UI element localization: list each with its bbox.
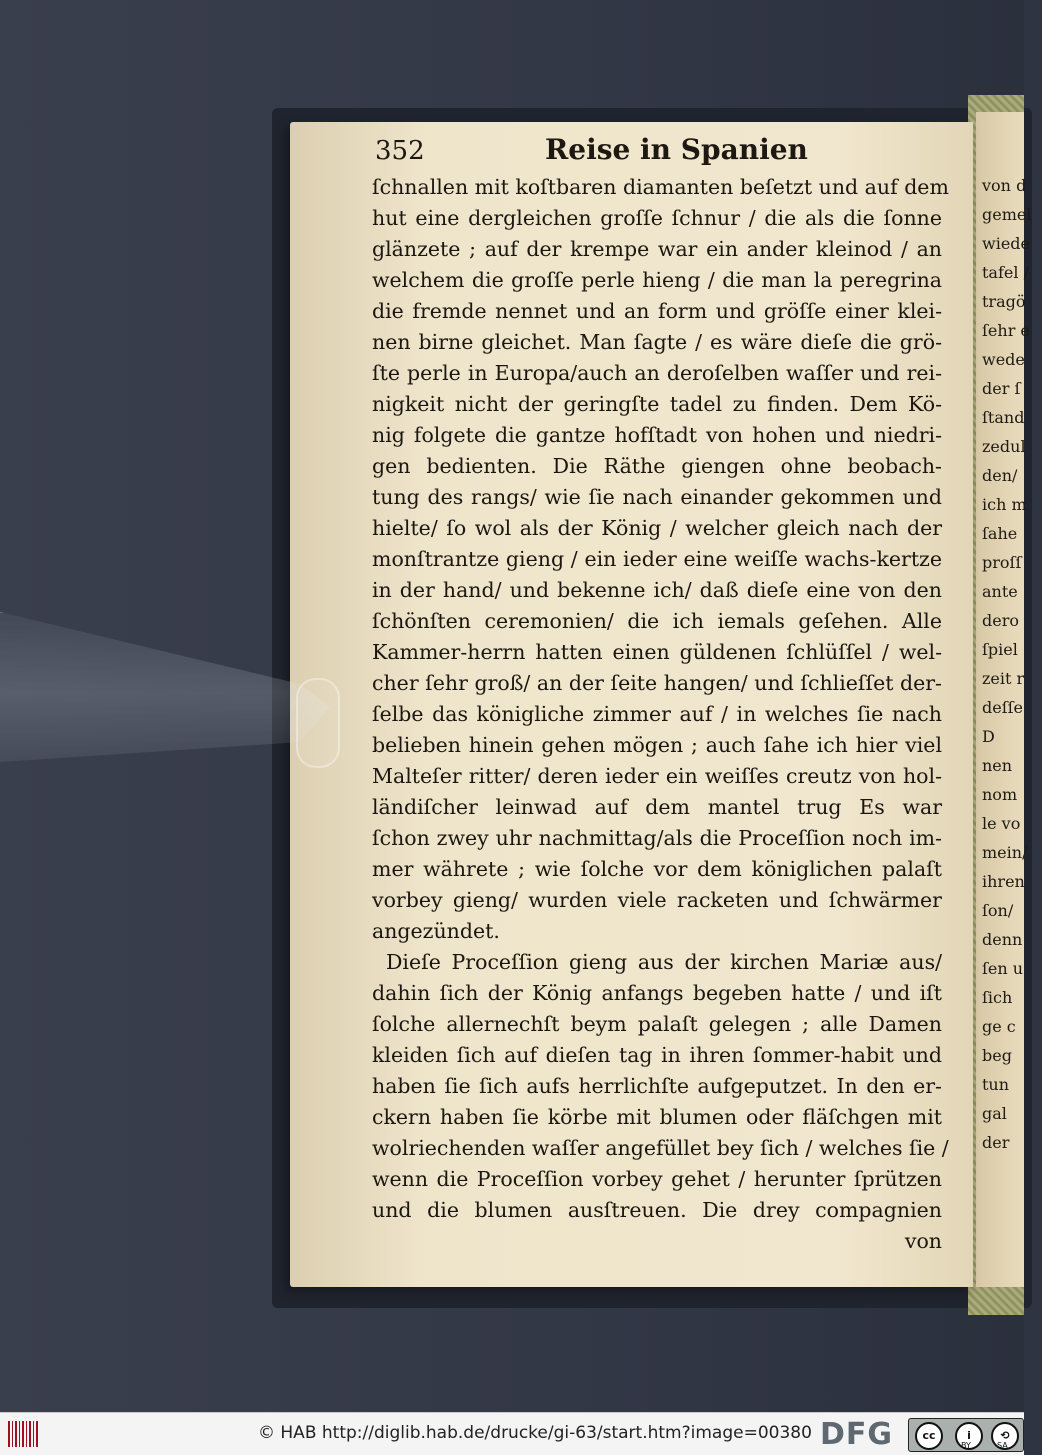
facing-text-fragment: nom: [982, 785, 1018, 804]
facing-text-fragment: proſſ: [982, 553, 1022, 572]
facing-text-fragment: ich m: [982, 495, 1027, 514]
hab-logo-icon: [8, 1421, 38, 1447]
facing-text-fragment: der: [982, 1133, 1010, 1152]
text-line: hielte/ ſo wol als der König / welcher gleich nach der: [372, 516, 942, 540]
by-label: BY: [961, 1441, 971, 1450]
text-line: mer währete ; wie ſolche vor dem königlichen palaſt: [372, 857, 942, 881]
facing-text-fragment: ſehr e: [982, 321, 1030, 340]
text-line: monſtrantze gieng / ein ieder eine weiſſe wachs-kertze: [372, 547, 942, 571]
text-line: tung des rangs/ wie ſie nach einander gekommen und: [372, 485, 942, 509]
facing-text-fragment: beg: [982, 1046, 1012, 1065]
text-line: ſchon zwey uhr nachmittag/als die Proceſſion noch im-: [372, 826, 942, 850]
text-line: Malteſer ritter/ deren ieder ein weiſſes creutz von hol-: [372, 764, 942, 788]
facing-text-fragment: ihren: [982, 872, 1025, 891]
facing-text-fragment: tafel /: [982, 263, 1029, 282]
text-line: nen birne gleichet. Man ſagte / es wäre dieſe die grö-: [372, 330, 942, 354]
facing-text-fragment: von d: [982, 176, 1027, 195]
text-line: wenn die Proceſſion vorbey gehet / herunter ſprützen: [372, 1167, 942, 1191]
sa-label: SA: [997, 1441, 1008, 1450]
text-line: cher ſehr groß/ an der ſeite hangen/ und ſchlieſſet der-: [372, 671, 942, 695]
facing-text-fragment: tragö: [982, 292, 1026, 311]
facing-text-fragment: ſich: [982, 988, 1013, 1007]
text-line: nigkeit nicht der geringſte tadel zu finden. Dem Kö-: [372, 392, 942, 416]
facing-text-fragment: ſpiel: [982, 640, 1018, 659]
facing-text-fragment: tun: [982, 1075, 1010, 1094]
text-line: und die blumen ausſtreuen. Die drey compagnien: [372, 1198, 942, 1222]
text-line: nig folgete die gantze hofſtadt von hohen und niedri-: [372, 423, 942, 447]
facing-text-fragment: dero: [982, 611, 1019, 630]
facing-text-fragment: denn: [982, 930, 1023, 949]
facing-text-fragment: deſſe: [982, 698, 1024, 717]
running-head: Reise in Spanien: [545, 133, 808, 166]
facing-text-fragment: wiede: [982, 234, 1030, 253]
copyright-link[interactable]: © HAB http://diglib.hab.de/drucke/gi-63/start.htm?image=00380: [258, 1423, 812, 1443]
text-line: die fremde nennet und an form und gröſſe einer klei-: [372, 299, 942, 323]
facing-text-fragment: der ſ: [982, 379, 1021, 398]
dfg-logo: DFG: [820, 1417, 894, 1452]
text-line: haben ſie ſich aufs herrlichſte aufgeputzet. In den er-: [372, 1074, 942, 1098]
facing-text-fragment: ſen u: [982, 959, 1024, 978]
text-line: ſelbe das königliche zimmer auf / in welches ſie nach: [372, 702, 942, 726]
text-line: ſolche allernechſt beym palaſt gelegen ; alle Damen: [372, 1012, 942, 1036]
cc-icon: cc: [915, 1422, 943, 1450]
text-line: Kammer-herrn hatten einen güldenen ſchlüſſel / wel-: [372, 640, 942, 664]
text-line: belieben hinein gehen mögen ; auch ſahe ich hier viel: [372, 733, 942, 757]
viewer-footer: [0, 1412, 1024, 1455]
facing-text-fragment: ſtand: [982, 408, 1025, 427]
text-line: gen bedienten. Die Räthe giengen ohne beobach-: [372, 454, 942, 478]
text-line: kleiden ſich auf dieſen tag in ihren ſommer-habit und: [372, 1043, 942, 1067]
text-line: welchem die groſſe perle hieng / die man la peregrina: [372, 268, 942, 292]
text-line: dahin ſich der König anfangs begeben hatte / und iſt: [372, 981, 942, 1005]
facing-text-fragment: mein/: [982, 843, 1028, 862]
text-line: ſchönſten ceremonien/ die ich iemals geſehen. Alle: [372, 609, 942, 633]
text-line: Dieſe Proceſſion gieng aus der kirchen Mariæ aus/: [386, 950, 942, 974]
body-text: [372, 172, 949, 1257]
facing-text-fragment: zeit r: [982, 669, 1025, 688]
text-line: in der hand/ und bekenne ich/ daß dieſe eine von den: [372, 578, 942, 602]
cc-license-badge[interactable]: [908, 1418, 1024, 1452]
text-line: glänzete ; auf der krempe war ein ander kleinod / an: [372, 237, 942, 261]
facing-text-fragment: ſahe: [982, 524, 1018, 543]
facing-text-fragment: den/: [982, 466, 1018, 485]
facing-text-fragment: D: [982, 727, 995, 746]
page-number: 352: [375, 136, 425, 166]
text-line: vorbey gieng/ wurden viele racketen und ſchwärmer: [372, 888, 942, 912]
facing-text-fragment: ge c: [982, 1017, 1016, 1036]
text-line: ckern haben ſie körbe mit blumen oder fläſchgen mit: [372, 1105, 942, 1129]
text-line: wolriechenden waſſer angefüllet bey ſich / welches ſie /: [372, 1136, 949, 1160]
facing-text-fragment: nen: [982, 756, 1013, 775]
facing-text-fragment: ſon/: [982, 901, 1014, 920]
text-line: hut eine dergleichen groſſe ſchnur / die als die ſonne: [372, 206, 942, 230]
text-line: von: [904, 1229, 942, 1253]
facing-text-fragment: zedul: [982, 437, 1026, 456]
facing-text-fragment: wede: [982, 350, 1025, 369]
text-line: ſte perle in Europa/auch an deroſelben waſſer und rei-: [372, 361, 942, 385]
text-line: ſchnallen mit koſtbaren diamanten beſetzt und auf dem: [372, 175, 949, 199]
facing-page: [976, 112, 1032, 1287]
facing-text-fragment: le vo: [982, 814, 1021, 833]
share-alike-icon: ⟲: [991, 1422, 1019, 1450]
facing-text-fragment: gal: [982, 1104, 1007, 1123]
attribution-icon: i: [955, 1422, 983, 1450]
facing-text-fragment: ante: [982, 582, 1018, 601]
facing-text-fragment: gemel: [982, 205, 1032, 224]
text-line: ländiſcher leinwad auf dem mantel trug Es war: [372, 795, 942, 819]
glass-page-weight-end: [296, 678, 340, 768]
text-line: angezündet.: [372, 919, 500, 943]
